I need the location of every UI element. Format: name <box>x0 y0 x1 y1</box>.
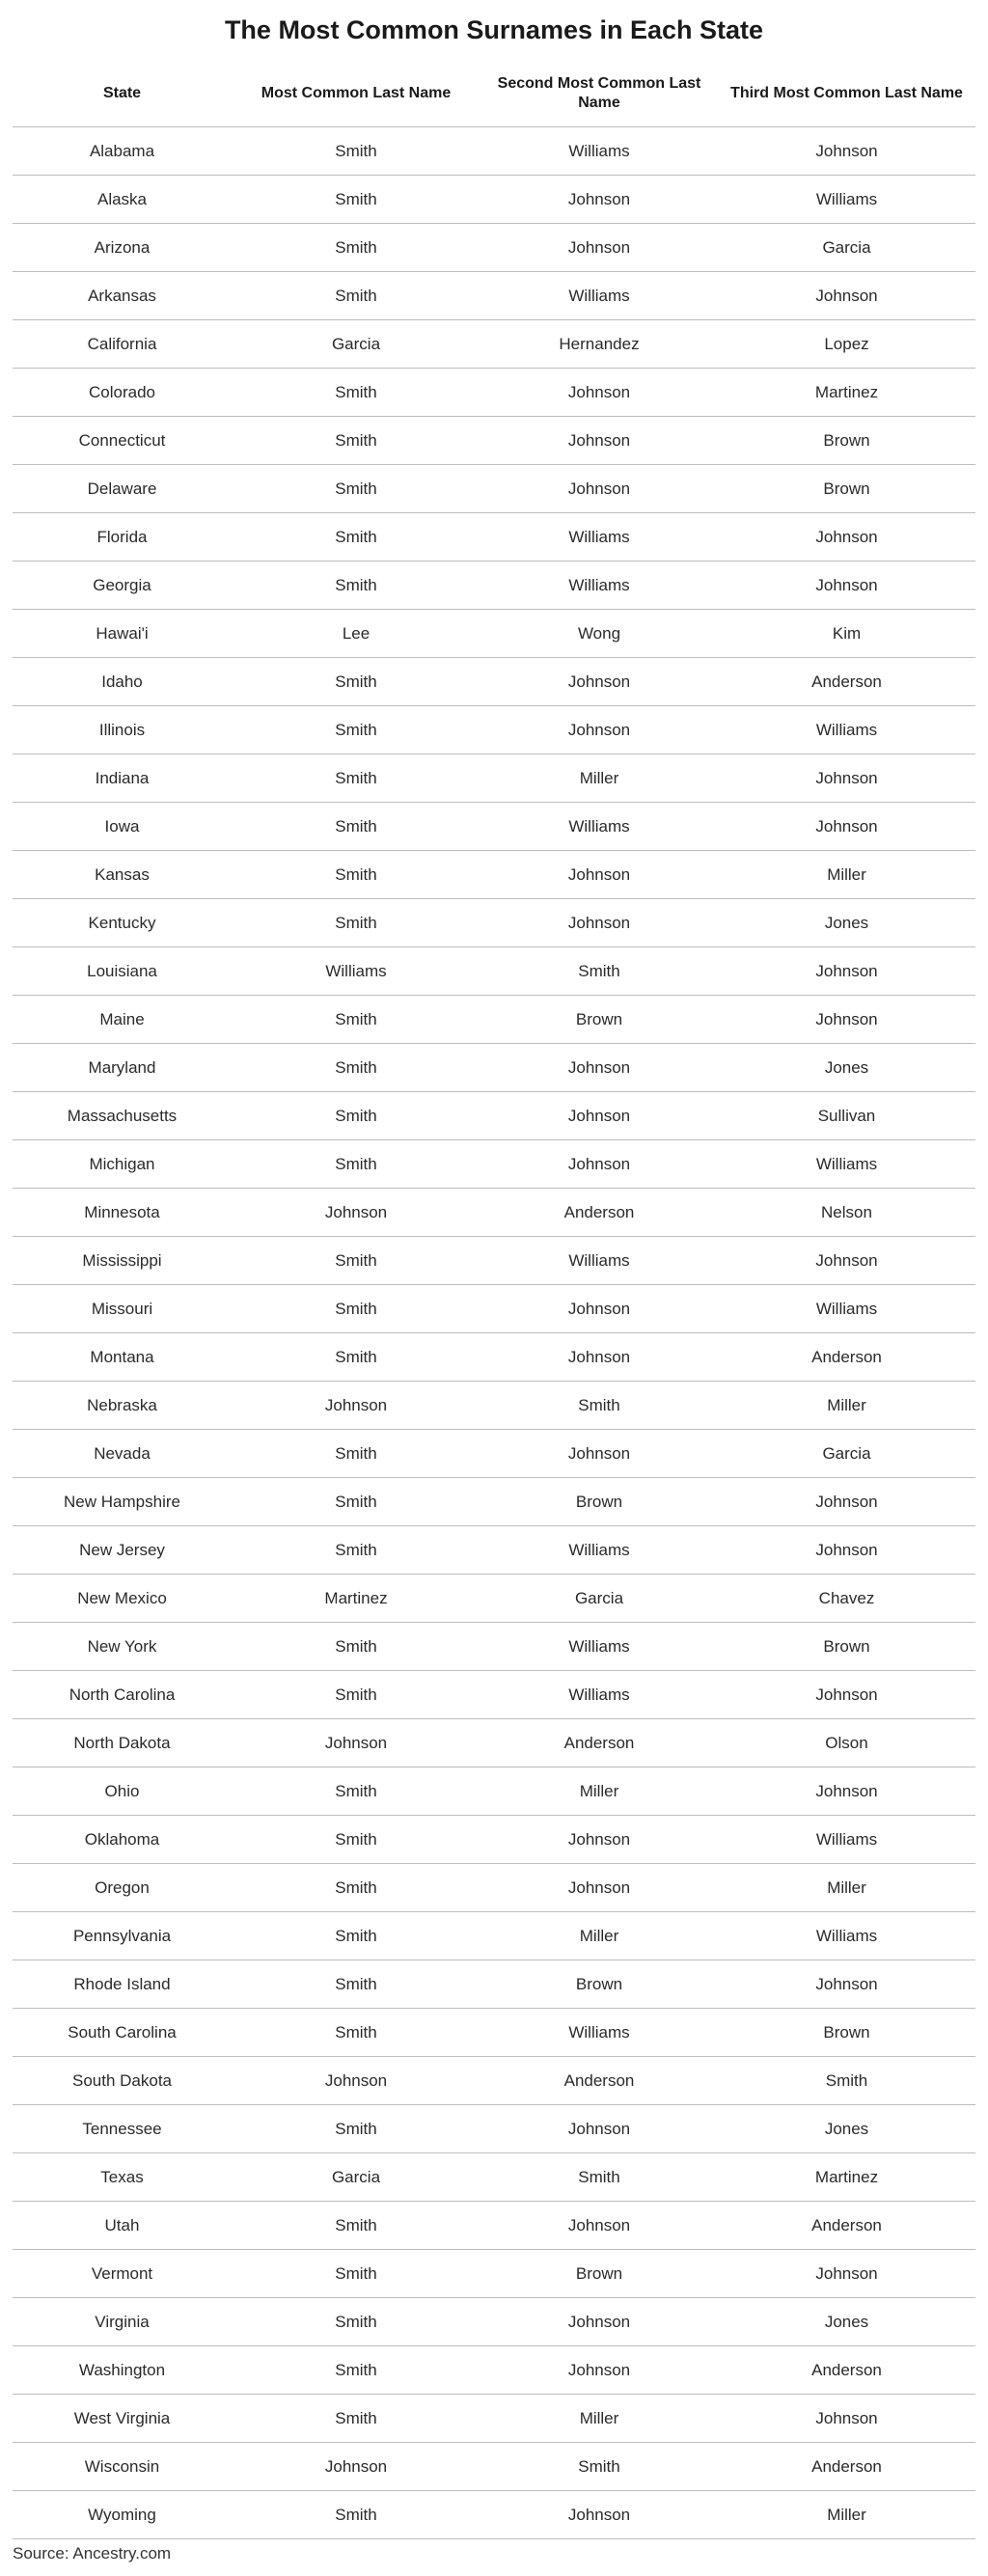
state-cell: Kansas <box>13 851 232 899</box>
table-row <box>13 1333 975 1382</box>
most-common-cell: Smith <box>232 562 480 610</box>
third-most-common-cell: Williams <box>718 1285 975 1333</box>
state-cell: California <box>13 320 232 369</box>
table-header <box>13 60 975 127</box>
table-row <box>13 803 975 851</box>
third-most-common-cell: Sullivan <box>718 1092 975 1140</box>
most-common-cell: Johnson <box>232 2057 480 2105</box>
table-row <box>13 2250 975 2298</box>
third-most-common-cell: Johnson <box>718 513 975 562</box>
third-most-common-cell: Garcia <box>718 1430 975 1478</box>
second-most-common-cell: Garcia <box>480 1575 718 1623</box>
table-row <box>13 851 975 899</box>
state-cell: Connecticut <box>13 417 232 465</box>
second-most-common-cell: Johnson <box>480 1285 718 1333</box>
table-row <box>13 2009 975 2057</box>
most-common-cell: Smith <box>232 1285 480 1333</box>
most-common-cell: Smith <box>232 899 480 947</box>
second-most-common-cell: Williams <box>480 513 718 562</box>
state-cell: Tennessee <box>13 2105 232 2153</box>
table-row <box>13 369 975 417</box>
table-row <box>13 1671 975 1719</box>
most-common-cell: Smith <box>232 1864 480 1912</box>
most-common-cell: Smith <box>232 2009 480 2057</box>
third-most-common-cell: Jones <box>718 1044 975 1092</box>
surname-table <box>13 60 975 2539</box>
table-row <box>13 465 975 513</box>
table-row <box>13 1478 975 1526</box>
table-row <box>13 1092 975 1140</box>
second-most-common-cell: Johnson <box>480 1140 718 1189</box>
third-most-common-cell: Johnson <box>718 2395 975 2443</box>
column-header-most-common: Most Common Last Name <box>232 60 480 127</box>
state-cell: New Jersey <box>13 1526 232 1575</box>
third-most-common-cell: Jones <box>718 2298 975 2346</box>
second-most-common-cell: Johnson <box>480 706 718 754</box>
second-most-common-cell: Miller <box>480 754 718 803</box>
third-most-common-cell: Johnson <box>718 1237 975 1285</box>
second-most-common-cell: Johnson <box>480 899 718 947</box>
second-most-common-cell: Brown <box>480 2250 718 2298</box>
third-most-common-cell: Williams <box>718 176 975 224</box>
column-header-state: State <box>13 60 232 127</box>
second-most-common-cell: Wong <box>480 610 718 658</box>
state-cell: South Carolina <box>13 2009 232 2057</box>
second-most-common-cell: Williams <box>480 272 718 320</box>
state-cell: Oklahoma <box>13 1816 232 1864</box>
state-cell: Illinois <box>13 706 232 754</box>
second-most-common-cell: Johnson <box>480 1864 718 1912</box>
third-most-common-cell: Olson <box>718 1719 975 1768</box>
most-common-cell: Martinez <box>232 1575 480 1623</box>
state-cell: Michigan <box>13 1140 232 1189</box>
state-cell: Arkansas <box>13 272 232 320</box>
third-most-common-cell: Martinez <box>718 369 975 417</box>
table-row <box>13 1912 975 1960</box>
table-row <box>13 1816 975 1864</box>
third-most-common-cell: Johnson <box>718 996 975 1044</box>
second-most-common-cell: Williams <box>480 1623 718 1671</box>
state-cell: Nevada <box>13 1430 232 1478</box>
second-most-common-cell: Johnson <box>480 1092 718 1140</box>
third-most-common-cell: Miller <box>718 2491 975 2539</box>
third-most-common-cell: Miller <box>718 851 975 899</box>
state-cell: Nebraska <box>13 1382 232 1430</box>
third-most-common-cell: Brown <box>718 465 975 513</box>
state-cell: North Dakota <box>13 1719 232 1768</box>
second-most-common-cell: Williams <box>480 1671 718 1719</box>
third-most-common-cell: Johnson <box>718 2250 975 2298</box>
third-most-common-cell: Miller <box>718 1864 975 1912</box>
most-common-cell: Smith <box>232 1140 480 1189</box>
most-common-cell: Smith <box>232 1816 480 1864</box>
table-row <box>13 1864 975 1912</box>
state-cell: Kentucky <box>13 899 232 947</box>
second-most-common-cell: Johnson <box>480 2346 718 2395</box>
state-cell: North Carolina <box>13 1671 232 1719</box>
third-most-common-cell: Williams <box>718 1140 975 1189</box>
most-common-cell: Johnson <box>232 2443 480 2491</box>
most-common-cell: Smith <box>232 1430 480 1478</box>
table-row <box>13 1960 975 2009</box>
most-common-cell: Smith <box>232 224 480 272</box>
second-most-common-cell: Johnson <box>480 417 718 465</box>
state-cell: Washington <box>13 2346 232 2395</box>
most-common-cell: Smith <box>232 1044 480 1092</box>
most-common-cell: Smith <box>232 2202 480 2250</box>
most-common-cell: Smith <box>232 754 480 803</box>
state-cell: South Dakota <box>13 2057 232 2105</box>
most-common-cell: Smith <box>232 1671 480 1719</box>
second-most-common-cell: Smith <box>480 2443 718 2491</box>
third-most-common-cell: Jones <box>718 899 975 947</box>
most-common-cell: Smith <box>232 2346 480 2395</box>
state-cell: Vermont <box>13 2250 232 2298</box>
third-most-common-cell: Kim <box>718 610 975 658</box>
source-note: Source: Ancestry.com <box>13 2544 172 2562</box>
state-cell: Virginia <box>13 2298 232 2346</box>
table-row <box>13 1044 975 1092</box>
third-most-common-cell: Williams <box>718 1816 975 1864</box>
state-cell: Idaho <box>13 658 232 706</box>
third-most-common-cell: Martinez <box>718 2153 975 2202</box>
second-most-common-cell: Johnson <box>480 1333 718 1382</box>
second-most-common-cell: Anderson <box>480 1189 718 1237</box>
most-common-cell: Smith <box>232 2395 480 2443</box>
state-cell: Utah <box>13 2202 232 2250</box>
table-row <box>13 754 975 803</box>
table-row <box>13 224 975 272</box>
state-cell: Iowa <box>13 803 232 851</box>
state-cell: Mississippi <box>13 1237 232 1285</box>
most-common-cell: Smith <box>232 1478 480 1526</box>
table-row <box>13 1189 975 1237</box>
table-row <box>13 2491 975 2539</box>
second-most-common-cell: Johnson <box>480 465 718 513</box>
table-row <box>13 1526 975 1575</box>
third-most-common-cell: Johnson <box>718 754 975 803</box>
second-most-common-cell: Miller <box>480 2395 718 2443</box>
table-row <box>13 2395 975 2443</box>
most-common-cell: Garcia <box>232 2153 480 2202</box>
third-most-common-cell: Johnson <box>718 562 975 610</box>
table-row <box>13 2443 975 2491</box>
table-row <box>13 320 975 369</box>
second-most-common-cell: Johnson <box>480 224 718 272</box>
second-most-common-cell: Johnson <box>480 1044 718 1092</box>
third-most-common-cell: Johnson <box>718 1671 975 1719</box>
third-most-common-cell: Anderson <box>718 2443 975 2491</box>
third-most-common-cell: Chavez <box>718 1575 975 1623</box>
state-cell: New York <box>13 1623 232 1671</box>
third-most-common-cell: Garcia <box>718 224 975 272</box>
second-most-common-cell: Johnson <box>480 2202 718 2250</box>
second-most-common-cell: Johnson <box>480 851 718 899</box>
second-most-common-cell: Johnson <box>480 176 718 224</box>
header-row <box>13 60 975 127</box>
table-row <box>13 899 975 947</box>
state-cell: Colorado <box>13 369 232 417</box>
column-header-second-most-common: Second Most Common Last Name <box>480 60 718 127</box>
table-row <box>13 1382 975 1430</box>
state-cell: Alaska <box>13 176 232 224</box>
second-most-common-cell: Brown <box>480 1960 718 2009</box>
state-cell: Delaware <box>13 465 232 513</box>
most-common-cell: Smith <box>232 2250 480 2298</box>
table-row <box>13 272 975 320</box>
table-row <box>13 2105 975 2153</box>
state-cell: Indiana <box>13 754 232 803</box>
state-cell: Wisconsin <box>13 2443 232 2491</box>
second-most-common-cell: Brown <box>480 1478 718 1526</box>
table-row <box>13 947 975 996</box>
state-cell: New Mexico <box>13 1575 232 1623</box>
state-cell: Wyoming <box>13 2491 232 2539</box>
most-common-cell: Smith <box>232 2298 480 2346</box>
table-row <box>13 1285 975 1333</box>
second-most-common-cell: Johnson <box>480 2491 718 2539</box>
most-common-cell: Smith <box>232 658 480 706</box>
state-cell: Hawai'i <box>13 610 232 658</box>
second-most-common-cell: Williams <box>480 1237 718 1285</box>
table-row <box>13 1237 975 1285</box>
table-row <box>13 176 975 224</box>
most-common-cell: Smith <box>232 1333 480 1382</box>
table-row <box>13 706 975 754</box>
most-common-cell: Lee <box>232 610 480 658</box>
state-cell: Pennsylvania <box>13 1912 232 1960</box>
third-most-common-cell: Anderson <box>718 1333 975 1382</box>
chart-title: The Most Common Surnames in Each State <box>224 15 764 44</box>
second-most-common-cell: Williams <box>480 2009 718 2057</box>
state-cell: Oregon <box>13 1864 232 1912</box>
state-cell: Alabama <box>13 127 232 176</box>
most-common-cell: Smith <box>232 513 480 562</box>
most-common-cell: Smith <box>232 369 480 417</box>
table-row <box>13 610 975 658</box>
third-most-common-cell: Miller <box>718 1382 975 1430</box>
state-cell: Maine <box>13 996 232 1044</box>
most-common-cell: Smith <box>232 417 480 465</box>
third-most-common-cell: Williams <box>718 706 975 754</box>
table-row <box>13 1575 975 1623</box>
second-most-common-cell: Miller <box>480 1768 718 1816</box>
column-header-third-most-common: Third Most Common Last Name <box>718 60 975 127</box>
most-common-cell: Smith <box>232 1768 480 1816</box>
most-common-cell: Smith <box>232 176 480 224</box>
most-common-cell: Garcia <box>232 320 480 369</box>
table-row <box>13 2057 975 2105</box>
table-row <box>13 658 975 706</box>
third-most-common-cell: Brown <box>718 417 975 465</box>
table-row <box>13 2346 975 2395</box>
most-common-cell: Smith <box>232 1526 480 1575</box>
state-cell: Florida <box>13 513 232 562</box>
most-common-cell: Johnson <box>232 1189 480 1237</box>
third-most-common-cell: Smith <box>718 2057 975 2105</box>
third-most-common-cell: Anderson <box>718 2202 975 2250</box>
table-row <box>13 417 975 465</box>
state-cell: Rhode Island <box>13 1960 232 2009</box>
most-common-cell: Smith <box>232 1960 480 2009</box>
second-most-common-cell: Williams <box>480 562 718 610</box>
table-row <box>13 1719 975 1768</box>
third-most-common-cell: Lopez <box>718 320 975 369</box>
most-common-cell: Smith <box>232 1912 480 1960</box>
table-row <box>13 1140 975 1189</box>
state-cell: Texas <box>13 2153 232 2202</box>
third-most-common-cell: Williams <box>718 1912 975 1960</box>
most-common-cell: Johnson <box>232 1382 480 1430</box>
second-most-common-cell: Johnson <box>480 2105 718 2153</box>
most-common-cell: Johnson <box>232 1719 480 1768</box>
table-row <box>13 1623 975 1671</box>
most-common-cell: Smith <box>232 465 480 513</box>
state-cell: Ohio <box>13 1768 232 1816</box>
third-most-common-cell: Johnson <box>718 947 975 996</box>
table-row <box>13 2202 975 2250</box>
most-common-cell: Smith <box>232 1092 480 1140</box>
most-common-cell: Williams <box>232 947 480 996</box>
state-cell: Louisiana <box>13 947 232 996</box>
most-common-cell: Smith <box>232 2105 480 2153</box>
second-most-common-cell: Johnson <box>480 369 718 417</box>
state-cell: Georgia <box>13 562 232 610</box>
most-common-cell: Smith <box>232 706 480 754</box>
most-common-cell: Smith <box>232 1237 480 1285</box>
table-row <box>13 1430 975 1478</box>
second-most-common-cell: Johnson <box>480 1430 718 1478</box>
most-common-cell: Smith <box>232 127 480 176</box>
third-most-common-cell: Johnson <box>718 127 975 176</box>
table-row <box>13 513 975 562</box>
table-body <box>13 127 975 2539</box>
second-most-common-cell: Johnson <box>480 2298 718 2346</box>
third-most-common-cell: Johnson <box>718 1768 975 1816</box>
second-most-common-cell: Anderson <box>480 1719 718 1768</box>
table-row <box>13 127 975 176</box>
state-cell: New Hampshire <box>13 1478 232 1526</box>
second-most-common-cell: Johnson <box>480 658 718 706</box>
third-most-common-cell: Johnson <box>718 1526 975 1575</box>
third-most-common-cell: Johnson <box>718 803 975 851</box>
most-common-cell: Smith <box>232 2491 480 2539</box>
second-most-common-cell: Smith <box>480 2153 718 2202</box>
most-common-cell: Smith <box>232 1623 480 1671</box>
third-most-common-cell: Johnson <box>718 1960 975 2009</box>
second-most-common-cell: Miller <box>480 1912 718 1960</box>
second-most-common-cell: Williams <box>480 803 718 851</box>
third-most-common-cell: Jones <box>718 2105 975 2153</box>
second-most-common-cell: Smith <box>480 947 718 996</box>
third-most-common-cell: Anderson <box>718 2346 975 2395</box>
most-common-cell: Smith <box>232 996 480 1044</box>
second-most-common-cell: Anderson <box>480 2057 718 2105</box>
state-cell: Maryland <box>13 1044 232 1092</box>
second-most-common-cell: Brown <box>480 996 718 1044</box>
table-row <box>13 1768 975 1816</box>
table-row <box>13 996 975 1044</box>
most-common-cell: Smith <box>232 272 480 320</box>
second-most-common-cell: Johnson <box>480 1816 718 1864</box>
state-cell: Montana <box>13 1333 232 1382</box>
state-cell: Minnesota <box>13 1189 232 1237</box>
second-most-common-cell: Smith <box>480 1382 718 1430</box>
table-row <box>13 2153 975 2202</box>
third-most-common-cell: Nelson <box>718 1189 975 1237</box>
most-common-cell: Smith <box>232 803 480 851</box>
table-row <box>13 2298 975 2346</box>
state-cell: Massachusetts <box>13 1092 232 1140</box>
third-most-common-cell: Anderson <box>718 658 975 706</box>
third-most-common-cell: Brown <box>718 1623 975 1671</box>
second-most-common-cell: Hernandez <box>480 320 718 369</box>
most-common-cell: Smith <box>232 851 480 899</box>
third-most-common-cell: Brown <box>718 2009 975 2057</box>
table-row <box>13 562 975 610</box>
third-most-common-cell: Johnson <box>718 272 975 320</box>
second-most-common-cell: Williams <box>480 1526 718 1575</box>
state-cell: Missouri <box>13 1285 232 1333</box>
second-most-common-cell: Williams <box>480 127 718 176</box>
state-cell: West Virginia <box>13 2395 232 2443</box>
third-most-common-cell: Johnson <box>718 1478 975 1526</box>
state-cell: Arizona <box>13 224 232 272</box>
